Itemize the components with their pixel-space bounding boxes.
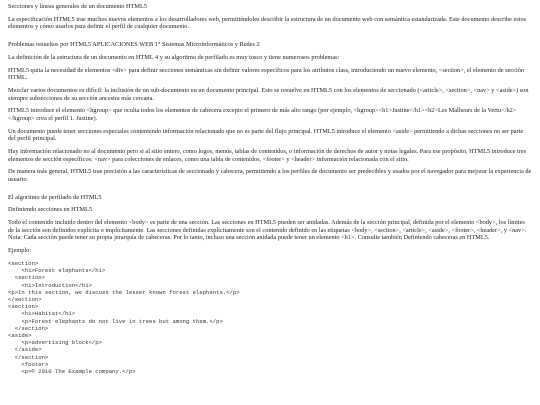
code-line: <p>In this section, we discuss the lesser known forest elephants.</p> — [8, 288, 240, 296]
code-line: <h1>Introduction</h1> — [8, 281, 92, 289]
code-line: <section> — [8, 259, 39, 267]
problems-heading: Problemas resueltos por HTML5 APLICACIONES WEB 1° Sistemas Microinformáticos y Redes 2 — [8, 40, 260, 48]
code-line: <p>advertising block</p> — [8, 339, 102, 347]
code-line: <section> — [8, 274, 45, 282]
paragraph-hgroup: HTML5 introduce el elemento <hgroup> que oculta todos los elementos de cabecera excepto el primero de más alto rango (por ejemplo, <hgroup><h1>Justine</h1><h2>Les Malheurs de la Vertu</h2></hgroup> crea el perfil 1. Justine). — [8, 107, 517, 122]
code-line: </aside> — [8, 346, 42, 354]
paragraph-site-info: Hay información relacionado no al documento pero si al sitio entero, como logos, menús, tablas de contenidos, o información de derechos de autor y notas legales. Para ese propósito, HTML5 introduce tres elementos de sección específicos: <nav> para colecciones de enlaces, como una tabla de contenidos, <footer> y <header> información relacionada con el sitio. — [8, 148, 527, 163]
code-line: <h1>Forest elephants</h1> — [8, 267, 106, 275]
intro-paragraph: La especificación HTML5 trae muchos nuevos elementos a los desarrolladores web, permitiéndoles describir la estructura de un documento web con semántica estandarizada. Este documento describe estos elementos y cómo usarlos para definir el perfil de cualquier documento. — [8, 15, 527, 31]
paragraph-precision: De manera más general, HTML5 trae precisión a las características de seccionado y cabecera, permitiendo a los perfiles de documento ser predecibles y usados por el navegador para mejorar la experiencia de usuario. — [8, 168, 532, 183]
document-title: Secciones y líneas generales de un documento HTML5 — [8, 3, 148, 10]
code-line: <footer> — [8, 360, 49, 368]
paragraph-div-removal: HTML5 quita la necesidad de elementos <div> para definir secciones semánticas sin definir valores específicos para los atributos class, introduciendo un nuevo elemento, <section>, el elemento de sección HTML. — [8, 66, 525, 82]
code-line: </section> — [8, 295, 42, 303]
defining-sections-heading: Definiendo secciones en HTML5 — [8, 206, 93, 214]
code-example — [8, 260, 532, 375]
algorithm-heading: El algoritmo de perfilado de HTML5 — [8, 193, 102, 201]
code-line: <h1>Habitat</h1> — [8, 310, 76, 318]
code-line: <section> — [8, 303, 39, 311]
paragraph-body-sections: Todo el contenido incluido dentro del elemento <body> es parte de una sección. Las secciones en HTML5 pueden ser anidadas. Además de la sección principal, definida por el elemento <body>, los límites de la sección son definidos explícita o implícitamente. Las secciones definidas explícitamente son el contenido definido en las etiquetas <body>, <section>, <article>, <aside>, <footer>, <header>, y <nav>. Nota: Cada sección puede tener su propia jerarquía de cabeceras. Por lo tanto, incluso una sección anidada puede tener un elemento <h1>. Consulte también Definiendo cabeceras en HTML5. — [8, 219, 527, 242]
code-line: <p>© 2010 The Example company.</p> — [8, 367, 136, 375]
code-line: </section> — [8, 324, 49, 332]
code-line: <aside> — [8, 331, 32, 339]
paragraph-aside: Un documento puede tener secciones especiales conteniendo información relacionado que no es parte del flujo principal. HTML5 introduce el elemento <aside> permitiendo a dichas secciones no ser parte del perfil principal. — [8, 127, 524, 143]
code-line: <p>Forest elephants do not live in trees but among them.</p> — [8, 317, 223, 325]
example-label: Ejemplo: — [8, 247, 32, 255]
paragraph-mixing-documents: Mezclar varios documentos es difícil: la inclusión de un sub-documento en un documento principal. Esto se resuelve en HTML5 con los elementos de seccionado (<article>, <section>, <nav> y <aside>) son siempre subsecciones de su sección ancestra más cercana. — [8, 86, 529, 102]
paragraph-structure-problems: La definición de la estructura de un documento en HTML 4 y su algoritmo de perfilado es muy tosco y tiene numerosos problemas: — [8, 53, 340, 61]
code-line: </section> — [8, 353, 49, 361]
